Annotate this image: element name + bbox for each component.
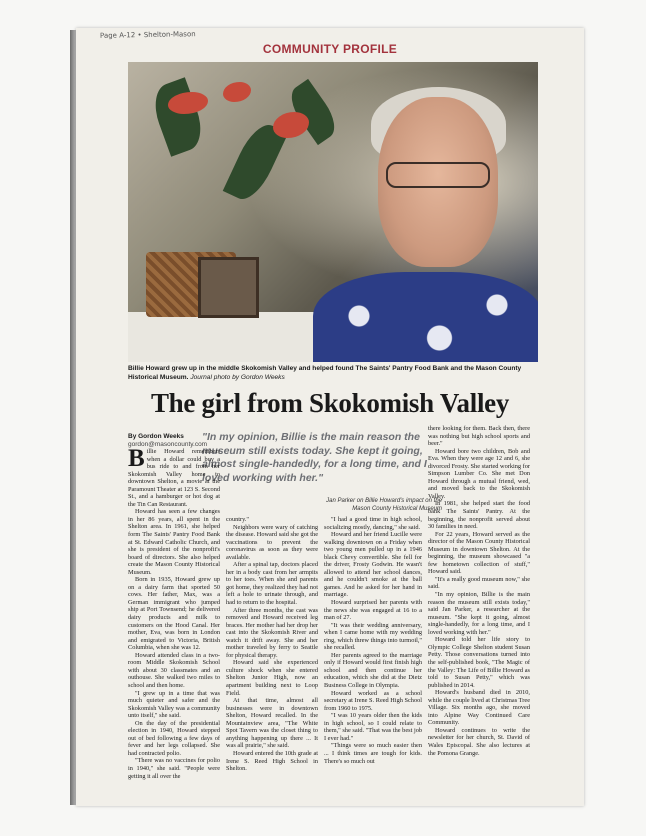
floral-blouse xyxy=(313,272,538,362)
byline-email: gordon@masoncounty.com xyxy=(128,441,208,448)
picture-frame xyxy=(198,257,259,318)
drop-cap: B xyxy=(128,445,145,472)
article-column-2: country." Neighbors were wary of catching the disease. Howard said she got the vaccinations to prevent the coronavirus as soon as they were available. After a spinal tap, doctors placed her in a body cast from her armpits to her toes. When she and parents got home, they realized they had not left a hole to urinate through, and had to return to the hospital. After three months, the cast was removed and Howard received leg braces. Her mother had her drop her cast into the Skokomish River and watch it drift away. She and her mother traveled by ferry to Seattle for physical therapy. Howard said she experienced culture shock when she entered Shelton Junior High, now an apartment building next to Loop Field. At that time, almost all businesses were in downtown Shelton, Howard recalled. In the Mountainview area, "The White Spot Tavern was the closet thing to anything happening up there ... It was all prairie," she said. Howard entered the 10th grade at Irene S. Reed High School in Shelton. xyxy=(226,516,318,773)
pull-quote-attribution: Jan Parker on Billie Howard's impact on the Mason County Historical Museum xyxy=(326,498,442,512)
caption-credit: Journal photo by Gordon Weeks xyxy=(190,373,285,381)
newspaper-page xyxy=(76,28,584,806)
section-title: COMMUNITY PROFILE xyxy=(262,42,398,56)
pull-quote: "In my opinion, Billie is the main reason the museum still exists today. She kept it going, almost single-handedly, for a long time, and I loved working with her." xyxy=(202,431,427,484)
article-column-3: "I had a good time in high school, socializing mostly, dancing," she said. Howard and her friend Lucille were walking downtown on a Friday when two young men pulled up in a 1946 black Chevy convertible. She fell for the driver, Frosty Godwin. He wasn't allowed to attend her school dances, and he couldn't smoke at the ball games. And he asked for her hand in marriage. Howard surprised her parents with the news she was engaged at 16 to a man of 27. "It was their wedding anniversary, when I came home with my wedding ring, which threw things into turmoil," she recalled. Her parents agreed to the marriage only if Howard would first finish high school and then continue her education, which she did at the Dietz Business College in Olympia. Howard worked as a school secretary at Irene S. Reed High School from 1960 to 1975. "I was 10 years older then the kids in high school, so I could relate to them," she said. "That was the best job I ever had." "Things were so much easier then ... I think times are tough for kids. There's so much out xyxy=(324,516,422,765)
article-column-4: there looking for them. Back then, there was nothing but high school sports and beer." Howard bore two children, Bob and Eva. When they were age 12 and 6, she divorced Frosty. She started working for Simpson Lumber Co. She met Don Howard through a mutual friend, wed, and moved back to the Skokomish Valley. In 1981, she helped start the food bank The Saints' Pantry. At the beginning, the nonprofit served about 30 families in need. For 22 years, Howard served as the director of the Mason County Historical Museum in downtown Shelton. At the beginning, the museum showcased "a few hometown collection of stuff," Howard said. "It's a really good museum now," she said. "In my opinion, Billie is the main reason the museum still exists today," said Jan Parker, a researcher at the museum. "She kept it going, almost single-handedly, for a long time, and I loved working with her." Howard told her life story to Olympic College Shelton student Susan Petty. Those conversations turned into the self-published book, "The Magic of the Valley: The Life of Billie Howard as told to Susan Petty," which was published in 2014. Howard's husband died in 2010, while the couple lived at Christmas Tree Village. Six months ago, she moved into Alpine Way Continued Care Community. Howard continues to write the newsletter for her church, St. David of Wales Episcopal. She also lectures at the Pomona Grange. xyxy=(428,425,530,757)
article-column-1: Billie Howard remembers when a dollar could buy a bus ride to and from her Skokomish Valley home to downtown Shelton, a movie at the Paramount Theater at 123 S. Second St., and a hamburger or hot dog at the Tin Can Restaurant. Howard has seen a few changes in her 86 years, all spent in the Shelton area. In 1961, she helped form The Saints' Pantry Food Bank at St. Edward Catholic Church, and she is president of the nonprofit's board of directors. She also helped create the Mason County Historical Museum. Born in 1935, Howard grew up on a dairy farm that sported 50 cows. Her father, Max, was a German immigrant who jumped ship at Port Townsend; he delivered dairy products and milk to customers on the Hood Canal. Her mother, Eva, was born in London and emigrated to Victoria, British Columbia, when she was 12. Howard attended class in a two-room Middle Skokomish School with about 30 classmates and an outhouse. She walked two miles to school and then home. "I grew up in a time that was much quieter and safer and the Skokomish Valley was a community unto itself," she said. On the day of the presidential election in 1940, Howard stepped out of bed following a few days of fever and her legs collapsed. She had contracted polio. "There was no vaccines for polio in 1940," she said. "People were getting it all over the xyxy=(128,445,220,780)
feature-photo xyxy=(128,62,538,362)
byline-name: By Gordon Weeks xyxy=(128,433,184,440)
caption-text: Billie Howard grew up in the middle Skokomish Valley and helped found The Saints' Pantry Food Bank and the Mason County Historical Museum. xyxy=(128,365,522,381)
page-header-fragment: Page A-12 • Shelton-Mason xyxy=(99,30,196,40)
article-headline: The girl from Skokomish Valley xyxy=(150,388,510,418)
photo-caption xyxy=(128,365,538,382)
